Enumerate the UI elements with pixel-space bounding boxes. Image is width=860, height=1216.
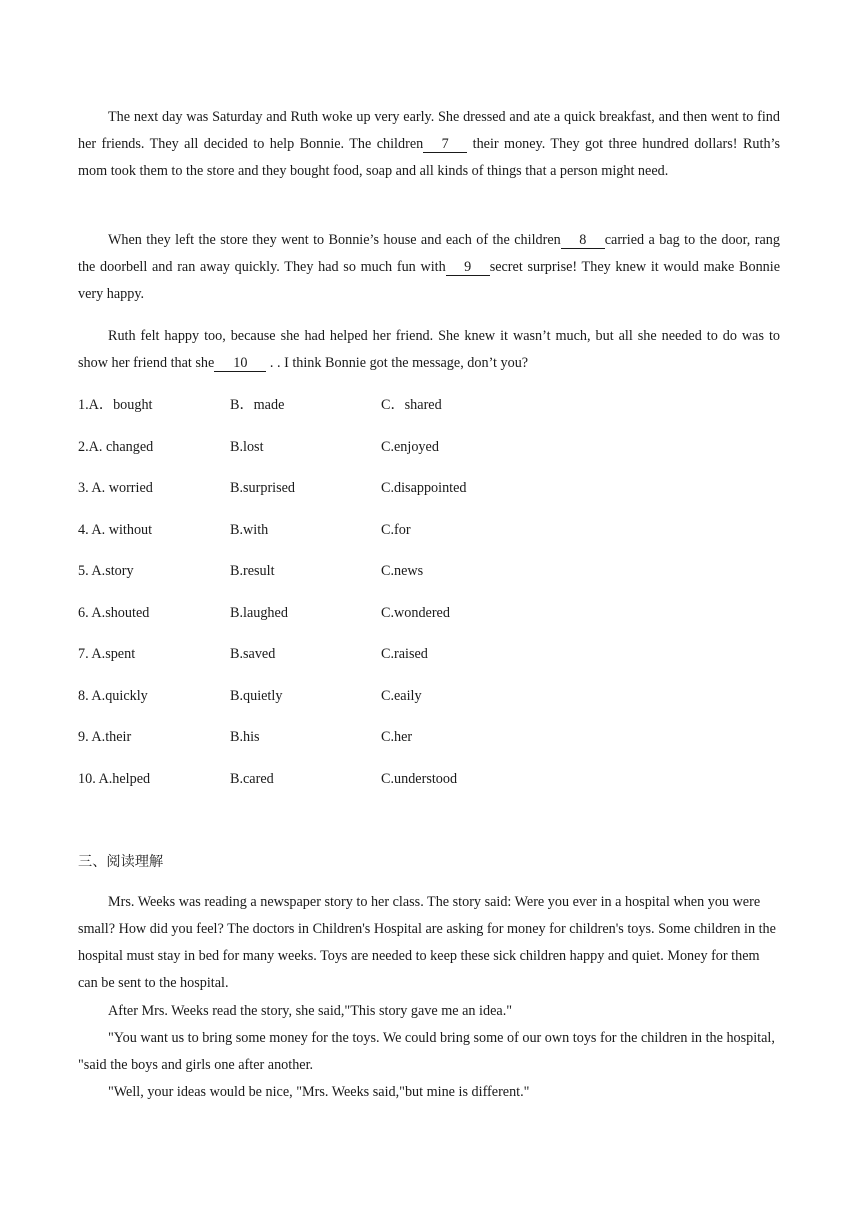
reading-paragraph-4: "Well, your ideas would be nice, "Mrs. Weeks said,"but mine is different." <box>108 1084 530 1100</box>
reading-paragraph-2: After Mrs. Weeks read the story, she said,"This story gave me an idea." <box>108 1003 513 1019</box>
option-a: 8. A.quickly <box>78 688 148 704</box>
option-a: 9. A.their <box>78 729 132 745</box>
passage-text: Ruth felt happy too, because she had helped her friend. She knew it wasn’t much, but all she needed to do was to show her friend that she <box>78 328 780 371</box>
option-a: 2.A. changed <box>78 439 154 455</box>
option-a: 10. A.helped <box>78 771 151 787</box>
blank-7: 7 <box>423 137 467 153</box>
reading-paragraph-1: Mrs. Weeks was reading a newspaper story to her class. The story said: Were you ever in a hospital when you were small? How did you feel? The doctors in Children's Hospital are asking for money for children's toys. Some children in the hospital must stay in bed for many weeks. Toys are needed to keep these sick children happy and quiet. Money for them can be sent to the hospital. <box>78 894 776 991</box>
option-a: 7. A.spent <box>78 646 136 662</box>
option-b: B.cared <box>230 771 274 787</box>
option-c: C.news <box>381 563 424 579</box>
option-c: C.disappointed <box>381 480 467 496</box>
option-a: 4. A. without <box>78 522 153 538</box>
option-b: B.saved <box>230 646 276 662</box>
section-heading: 三、阅读理解 <box>78 854 164 870</box>
option-b: B.lost <box>230 439 264 455</box>
option-c: C．shared <box>381 397 442 413</box>
passage-text: . . I think Bonnie got the message, don’t you? <box>266 355 529 371</box>
option-b: B.result <box>230 563 275 579</box>
passage-paragraph-2 <box>78 227 780 308</box>
passage-text: When they left the store they went to Bonnie’s house and each of the children <box>108 232 561 248</box>
blank-10: 10 <box>214 356 266 372</box>
passage-paragraph-1 <box>78 104 780 185</box>
blank-8: 8 <box>561 233 605 249</box>
option-c: C.wondered <box>381 605 450 621</box>
option-a: 1.A．bought <box>78 397 153 413</box>
option-a: 6. A.shouted <box>78 605 150 621</box>
option-b: B.quietly <box>230 688 283 704</box>
option-c: C.her <box>381 729 413 745</box>
option-c: C.enjoyed <box>381 439 439 455</box>
blank-9: 9 <box>446 260 490 276</box>
option-b: B．made <box>230 397 285 413</box>
passage-text: The next day was Saturday and Ruth woke up very early. She dressed and ate a quick breakfast, and then went to find her friends. They all decided to help Bonnie. The children <box>78 109 780 152</box>
option-b: B.laughed <box>230 605 288 621</box>
passage-text: carried a bag to the door, rang the doorbell and ran away quickly. They had so much fun with <box>78 232 780 275</box>
option-a: 5. A.story <box>78 563 134 579</box>
passage-text: their money. They got three hundred dollars! Ruth’s mom took them to the store and they bought food, soap and all kinds of things that a person might need. <box>78 136 780 179</box>
option-c: C.raised <box>381 646 428 662</box>
passage-text: secret surprise! They knew it would make Bonnie very happy. <box>78 259 780 302</box>
option-b: B.with <box>230 522 269 538</box>
option-c: C.eaily <box>381 688 422 704</box>
option-a: 3. A. worried <box>78 480 153 496</box>
reading-paragraph-3: "You want us to bring some money for the toys. We could bring some of our own toys for the children in the hospital, "said the boys and girls one after another. <box>78 1030 775 1073</box>
passage-paragraph-3 <box>78 323 780 377</box>
option-b: B.his <box>230 729 260 745</box>
option-b: B.surprised <box>230 480 296 496</box>
option-c: C.understood <box>381 771 458 787</box>
option-c: C.for <box>381 522 411 538</box>
